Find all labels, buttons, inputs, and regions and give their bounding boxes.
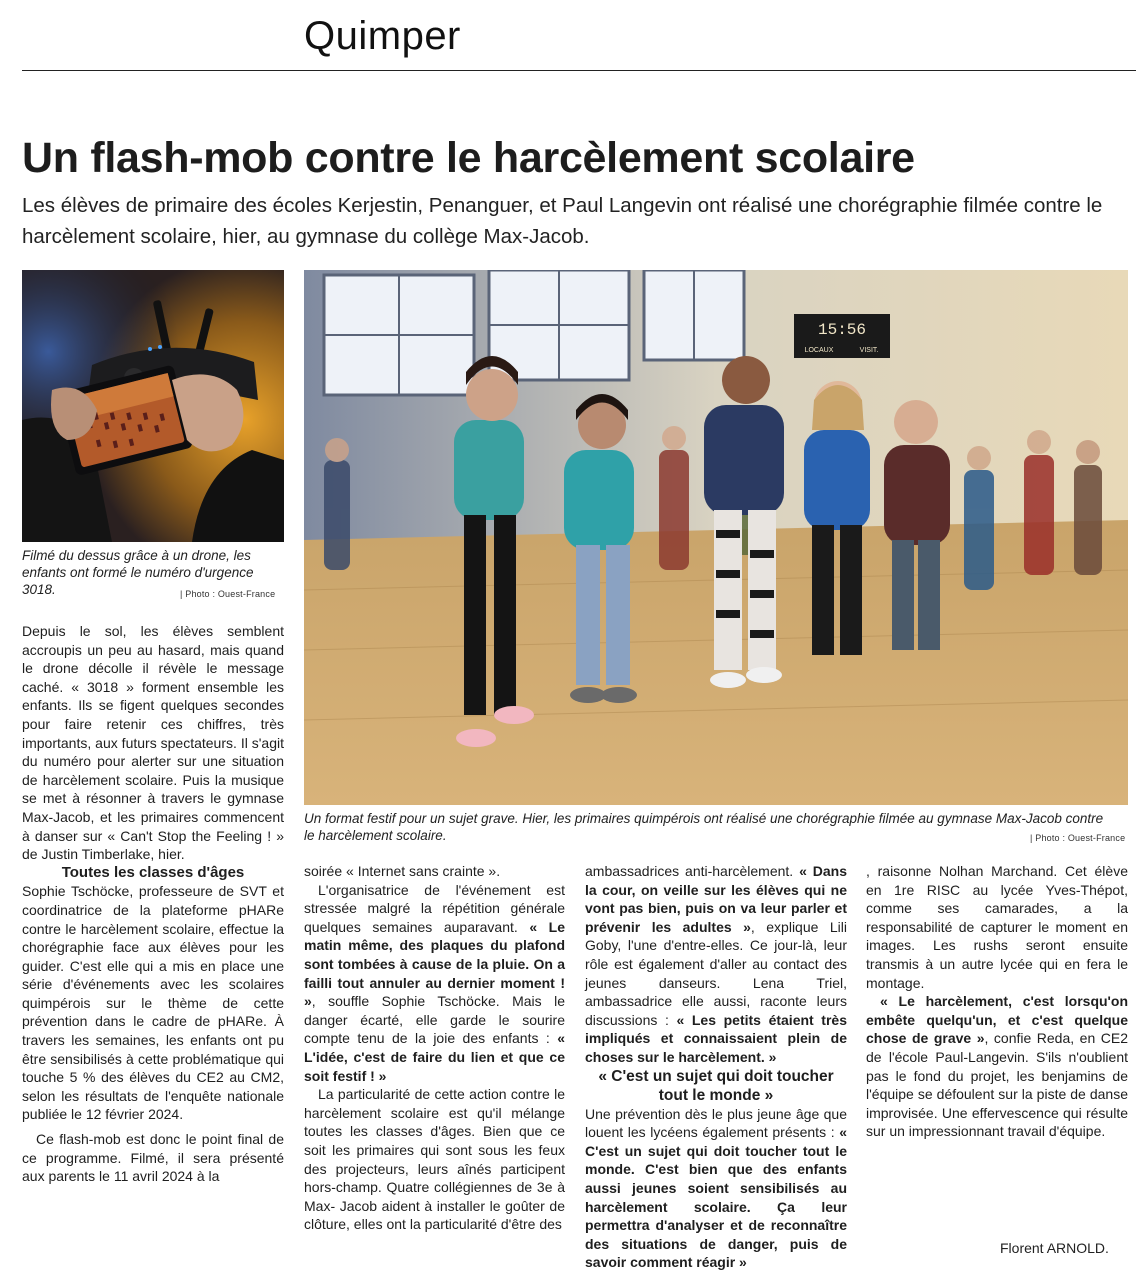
- text-run: , explique Lili Goby, l'une d'entre-elles. Ce jour-là, leur rôle est également d'aller au contact des jeunes danseurs. Lena Triel, ambassadrice elle aussi, raconte leurs discussions :: [585, 918, 847, 1028]
- paragraph: [585, 862, 847, 1067]
- drone-photo-credit: | Photo : Ouest-France: [180, 589, 276, 599]
- paragraph: [585, 1105, 847, 1272]
- paragraph: Sophie Tschöcke, professeure de SVT et coordinatrice de la plateforme pHARe contre le harcèlement scolaire, effectue la chorégraphie face aux élèves pour les guider. C'est elle qui a mis en place une série d'événements avec les scolaires quimpérois sur le thème de cette prévention dans le cadre de pHARe. À travers les semaines, les enfants ont pu être sensibilisés à cette problématique qui touche 5 % des élèves du CE2 au CM2, selon les résultats de l'enquête nationale publiée le 12 février 2024.: [22, 883, 284, 1123]
- drone-photo: [22, 270, 284, 542]
- paragraph: soirée « Internet sans crainte ».: [304, 863, 501, 879]
- gymnasium-photo-caption: Un format festif pour un sujet grave. Hier, les primaires quimpérois ont réalisé une chorégraphie filmée au gymnase Max-Jacob contre le harcèlement scolaire.: [304, 811, 1104, 843]
- paragraph: Depuis le sol, les élèves semblent accroupis un peu au hasard, mais quand le drone décolle il révèle le message caché. « 3018 » forment ensemble les enfants. Ils se figent quelques secondes pour faire retenir ces chiffres, très importants, aux futurs spectateurs. Il s'agit du numéro pour alerter sur une situation de harcèlement scolaire. Puis la musique se met à résonner à travers le gymnase Max-Jacob, et les primaires commencent à danser sur « Can't Stop the Feeling ! » de Justin Timberlake, hier.: [22, 623, 284, 863]
- quote: « L'idée, c'est de faire du lien et que ce soit festif ! »: [304, 1030, 565, 1084]
- drone-controller-illustration: [22, 270, 284, 542]
- text-run: Une prévention dès le plus jeune âge que louent les lycéens également présents :: [585, 1105, 847, 1141]
- gymnasium-photo: [304, 270, 1128, 805]
- quote: « Les petits étaient très impliqués et connaissaient plein de choses sur le harcèlement. »: [585, 1011, 847, 1065]
- quote: « Dans la cour, on veille sur les élèves qui ne vont pas bien, puis on va leur parler et prévenir les adultes »: [585, 863, 847, 935]
- quote: « C'est un sujet qui doit toucher tout le monde. C'est bien que des enfants aussi jeunes soient sensibilisés au harcèlement scolaire. Ça leur permettra d'analyser et de reconnaître des situations de danger, puis de savoir comment réagir »: [585, 1124, 847, 1271]
- pull-quote: « C'est un sujet qui doit toucher tout le monde »: [598, 1067, 834, 1104]
- text-run: ambassadrices anti-harcèlement.: [585, 863, 800, 879]
- article-column-4: [866, 862, 1128, 1141]
- article-column-2: [304, 862, 565, 1234]
- header-rule: [22, 70, 1136, 71]
- gymnasium-photo-credit: | Photo : Ouest-France: [1030, 833, 1126, 843]
- text-run: , souffle Sophie Tschöcke. Mais le danger écarté, elle garde le sourire compte tenu de la joie des enfants :: [304, 993, 565, 1047]
- scoreboard-away: VISIT.: [859, 347, 879, 354]
- headline: Un flash-mob contre le harcèlement scolaire: [22, 134, 915, 182]
- paragraph: La particularité de cette action contre le harcèlement scolaire est qu'il mélange toutes les classes d'âges. Bien que ce soit les primaires qui sont sous les feux des projecteurs, leurs aînés participent hors-champ. Quatre collégiennes de 3e à Max- Jacob aident à installer le goûter de clôture, elles ont la particularité d'être des: [304, 1086, 565, 1233]
- drone-photo-caption: Filmé du dessus grâce à un drone, les enfants ont formé le numéro d'urgence 3018.: [22, 548, 254, 597]
- paragraph: [866, 992, 1128, 1141]
- scoreboard-home: LOCAUX: [804, 347, 834, 354]
- quote: « Le matin même, des plaques du plafond sont tombées à cause de la pluie. On a failli tout annuler au dernier moment ! »: [304, 918, 565, 1010]
- flash-mob-illustration: [304, 270, 1128, 805]
- section-title: Quimper: [304, 14, 461, 58]
- subheading: Toutes les classes d'âges: [61, 863, 245, 881]
- article-column-3: [585, 862, 847, 1272]
- paragraph: , raisonne Nolhan Marchand. Cet élève en 1re RISC au lycée Yves-Thépot, comme ses camarades, a la responsabilité de capturer le moment en images. Les rushs seront ensuite transmis à un autre lycée qui en fera le montage.: [866, 863, 1128, 991]
- text-run: , confie Reda, en CE2 de l'école Paul-Langevin. S'ils n'oublient pas le fond du projet, les benjamins de l'équipe se défoulent sur la piste de danse improvisée. Une effervescence qui résulte sur un impressionnant travail d'équipe.: [866, 1030, 1128, 1140]
- text-run: L'organisatrice de l'événement est stressée malgré la répétition générale quelques semaines auparavant.: [304, 881, 565, 935]
- paragraph: [304, 881, 565, 1086]
- paragraph: Ce flash-mob est donc le point final de ce programme. Filmé, il sera présenté aux parents le 11 avril 2024 à la: [22, 1131, 284, 1185]
- article-column-1: [22, 622, 284, 1186]
- author-byline: Florent ARNOLD.: [1000, 1240, 1109, 1256]
- scoreboard-time: 15:56: [817, 321, 867, 339]
- standfirst: Les élèves de primaire des écoles Kerjestin, Penanguer, et Paul Langevin ont réalisé une chorégraphie filmée contre le harcèlement scolaire, hier, au gymnase du collège Max-Jacob.: [22, 194, 1103, 248]
- quote: « Le harcèlement, c'est lorsqu'on embête quelqu'un, et c'est quelque chose de grave »: [866, 993, 1128, 1047]
